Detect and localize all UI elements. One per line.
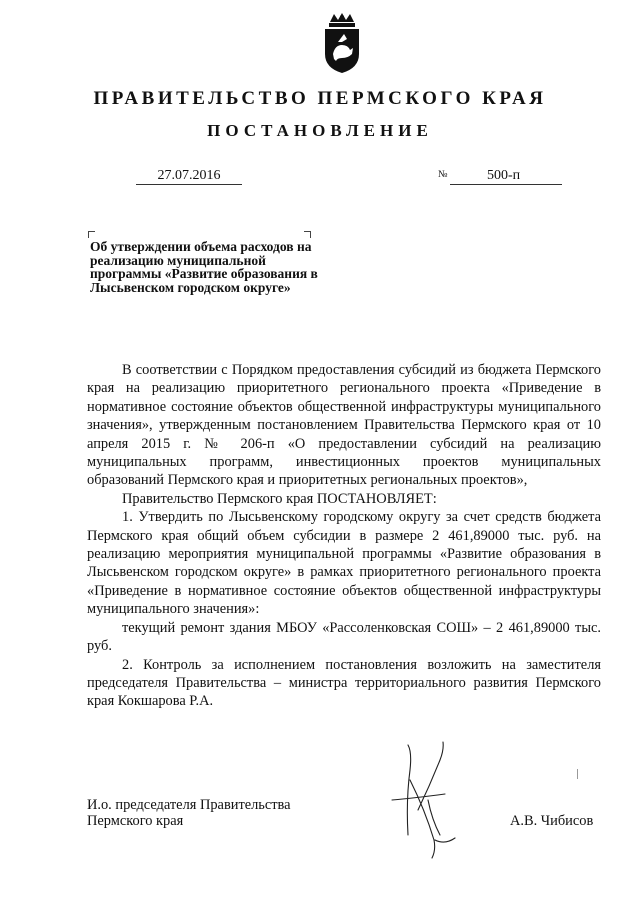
signatory-position-line1: И.о. председателя Правительства [87,797,291,813]
signatory-name: А.В. Чибисов [510,813,594,829]
signatory-position-line2: Пермского края [87,812,184,829]
paragraph-decree: Правительство Пермского края ПОСТАНОВЛЯЕТ: [122,490,437,507]
subject-corner-right [304,231,311,238]
document-date: 27.07.2016 [136,167,242,185]
paragraph-preamble: В соответствии с Порядком предоставления субсидий из бюджета Пермского края на реализацию приоритетного регионального проекта «Приведение в нормативное состояние объектов общественной инфраструктуры муниципального значения», утвержденным постановлением Правительства Пермского края от 10 апреля 2015 г. № 206-п «О предоставлении субсидий на реализацию муниципальных программ, инвестиционных проектов муниципальных образований Пермского края и приоритетных региональных проектов», [87,362,601,489]
government-title: ПРАВИТЕЛЬСТВО ПЕРМСКОГО КРАЯ [93,88,547,109]
paragraph-repair: текущий ремонт здания МБОУ «Рассоленковская СОШ» – 2 461,89000 тыс. руб. [87,619,601,655]
document-number-field [450,167,562,185]
handwritten-signature [370,740,480,860]
number-label: № [438,169,448,180]
paragraph-item-1: 1. Утвердить по Лысьвенскому городскому округу за счет средств бюджета Пермского края общий объем субсидии в размере 2 461,89000 тыс. руб. на реализацию мероприятия муниципальной программы «Развитие образования в Лысьвенском городском округе» в рамках приоритетного регионального проекта «Приведение в нормативное состояние объектов общественной инфраструктуры муниципального значения»: [87,509,601,618]
document-subject: Об утверждении объема расходов на реализацию муниципальной программы «Развитие образования в Лысьвенском городском округе» [90,239,318,295]
margin-mark [577,769,578,779]
coat-of-arms-emblem [322,12,362,74]
document-body [87,361,601,711]
document-number: 500-п [487,168,521,183]
document-type: ПОСТАНОВЛЕНИЕ [207,121,433,140]
paragraph-item-2: 2. Контроль за исполнением постановления возложить на заместителя председателя Правительства – министра территориального развития Пермского края Кокшарова Р.А. [87,656,601,710]
signatory-position [87,798,291,829]
subject-corner-left [88,231,95,238]
